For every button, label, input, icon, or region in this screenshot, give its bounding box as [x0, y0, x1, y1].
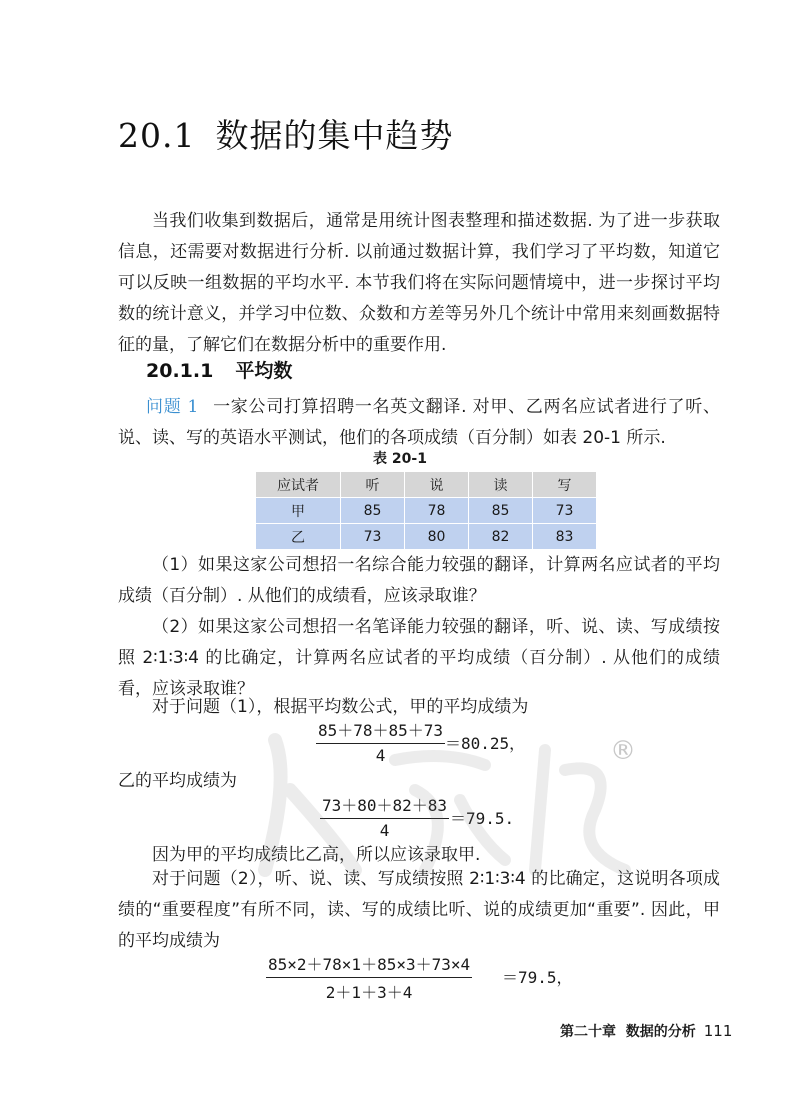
- problem-1-text: 一家公司打算招聘一名英文翻译. 对甲、乙两名应试者进行了听、说、读、写的英语水平测试，他们的各项成绩（百分制）如表 20-1 所示.: [118, 397, 720, 448]
- footer-chapter-title: 数据的分析: [625, 1024, 696, 1040]
- table-header-cell: 听: [341, 472, 405, 498]
- formula-3-numerator: 85×2＋78×1＋85×3＋73×4: [266, 952, 472, 978]
- scores-table: [255, 471, 597, 550]
- section-title: [118, 110, 453, 157]
- formula-3-result: ＝79.5，: [502, 968, 573, 987]
- table-cell: 73: [341, 524, 405, 550]
- table-cell: 85: [469, 498, 533, 524]
- footer-chapter: 第二十章: [560, 1024, 616, 1040]
- table-header-cell: 读: [469, 472, 533, 498]
- subsection-heading: [146, 356, 292, 383]
- formula-1-denominator: 4: [375, 746, 386, 765]
- table-row: [256, 524, 597, 550]
- solution-line-3: 因为甲的平均成绩比乙高，所以应该录取甲.: [152, 845, 481, 865]
- problem-label: 问题 1: [146, 397, 199, 417]
- registered-mark: ®: [610, 736, 636, 766]
- section-number: 20.1: [118, 116, 196, 155]
- table-cell: 85: [341, 498, 405, 524]
- table-cell: 乙: [256, 524, 341, 550]
- table-header-row: [256, 472, 597, 498]
- question-2: （2）如果这家公司想招一名笔译能力较强的翻译，听、说、读、写成绩按照 2∶1∶3∶4 的比确定，计算两名应试者的平均成绩（百分制）. 从他们的成绩看，应该录取谁？: [118, 617, 720, 699]
- table-header-cell: 说: [405, 472, 469, 498]
- subsection-number: 20.1.1: [146, 360, 214, 382]
- section-title-text: 数据的集中趋势: [215, 116, 454, 155]
- question-1: （1）如果这家公司想招一名综合能力较强的翻译，计算两名应试者的平均成绩（百分制）. 从他们的成绩看，应该录取谁？: [118, 555, 720, 606]
- page-footer: [560, 1021, 732, 1041]
- table-cell: 82: [469, 524, 533, 550]
- table-cell: 83: [533, 524, 597, 550]
- formula-2-numerator: 73＋80＋82＋83: [320, 793, 449, 819]
- intro-paragraph: 当我们收集到数据后，通常是用统计图表整理和描述数据. 为了进一步获取信息，还需要对数据进行分析. 以前通过数据计算，我们学习了平均数，知道它可以反映一组数据的平均水平. 本节我们将在实际问题情境中，进一步探讨平均数的统计意义，并学习中位数、众数和方差等另外几个统计中常用来刻画数据特征的量，了解它们在数据分析中的重要作用.: [118, 211, 720, 355]
- solution-paragraph-4: 对于问题（2），听、说、读、写成绩按照 2∶1∶3∶4 的比确定，这说明各项成绩的“重要程度”有所不同，读、写的成绩比听、说的成绩更加“重要”. 因此，甲的平均成绩为: [118, 869, 720, 951]
- table-caption: 表 20-1: [373, 451, 427, 467]
- problem-1-paragraph: [118, 392, 720, 454]
- table-cell: 73: [533, 498, 597, 524]
- table-row: [256, 498, 597, 524]
- publisher-watermark-logo: [245, 720, 665, 900]
- table-cell: 78: [405, 498, 469, 524]
- solution-line-2: 乙的平均成绩为: [118, 771, 237, 791]
- formula-1-result: ＝80.25，: [445, 734, 526, 753]
- formula-3-fraction: [266, 952, 472, 1003]
- subsection-title: 平均数: [235, 360, 293, 382]
- formula-3-denominator: 2＋1＋3＋4: [325, 983, 413, 1002]
- solution-line-1: 对于问题（1），根据平均数公式，甲的平均成绩为: [152, 697, 529, 717]
- table-cell: 甲: [256, 498, 341, 524]
- table-header-cell: 应试者: [256, 472, 341, 498]
- formula-2-denominator: 4: [379, 821, 390, 840]
- page-number: 111: [703, 1022, 733, 1040]
- formula-2-result: ＝79.5.: [450, 809, 515, 828]
- table-cell: 80: [405, 524, 469, 550]
- formula-1-numerator: 85＋78＋85＋73: [316, 718, 445, 744]
- table-header-cell: 写: [533, 472, 597, 498]
